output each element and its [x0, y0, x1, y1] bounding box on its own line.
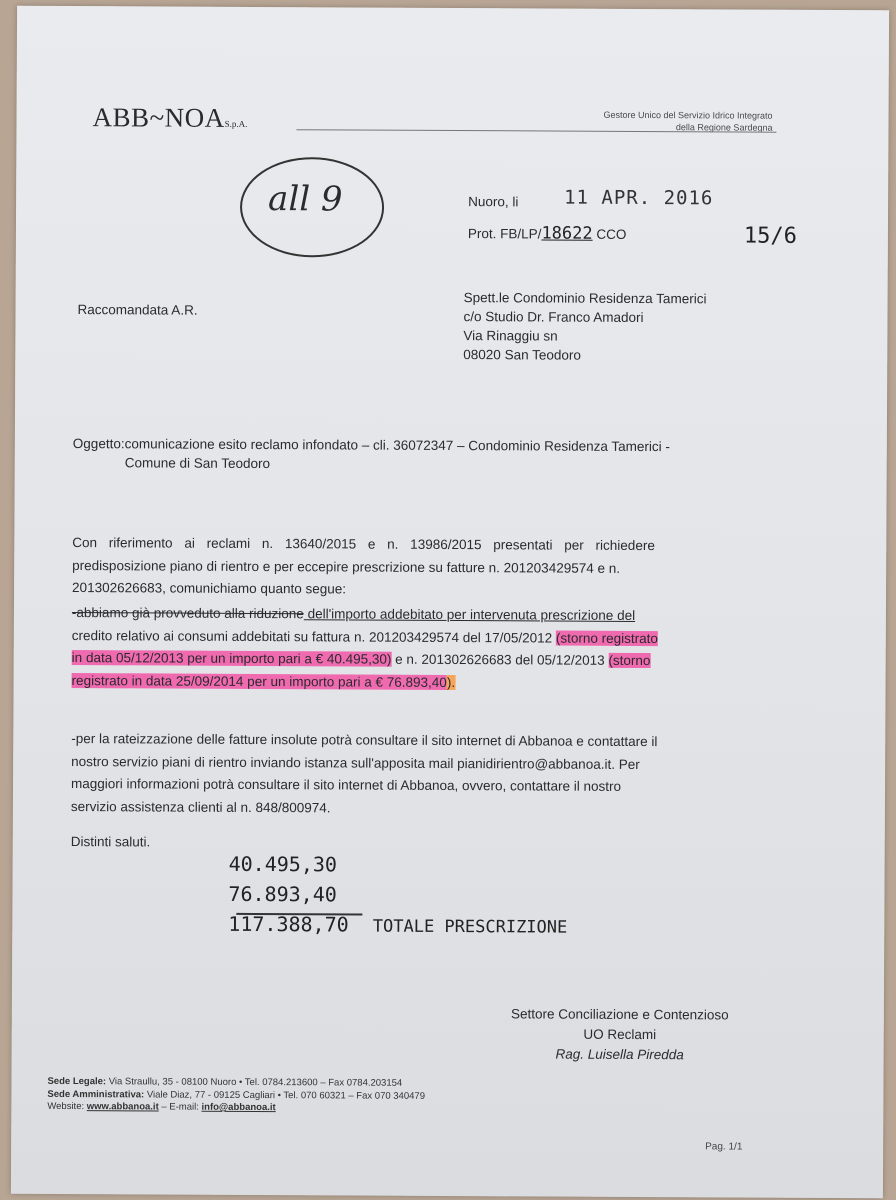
sum-value-2: 76.893,40 — [228, 881, 337, 907]
footer-web-label: Website: — [47, 1100, 85, 1113]
intro-line-3: 201302626683, comunichiamo quanto segue: — [72, 580, 347, 597]
recipient-line-1: Spett.le Condominio Residenza Tamerici — [463, 290, 707, 307]
delivery-method: Raccomandata A.R. — [77, 302, 198, 318]
footer-admin-text: Viale Diaz, 77 - 09125 Cagliari • Tel. 070 60321 – Fax 070 340479 — [146, 1088, 426, 1102]
paragraph-installments — [71, 728, 773, 822]
highlight-storno-2c: ). — [446, 674, 456, 690]
circled-note-text: all 9 — [268, 179, 343, 220]
footer-contacts — [47, 1076, 425, 1115]
subject — [73, 434, 783, 476]
prot-number: 18622 — [541, 223, 593, 244]
prescription-line-2: credito relativo ai consumi addebitati su fattura n. 201203429574 del 17/05/2012 — [71, 627, 556, 646]
date-stamp: 11 APR. 2016 — [564, 186, 714, 210]
recipient-line-2: c/o Studio Dr. Franco Amadori — [463, 309, 644, 326]
letter-page — [11, 6, 889, 1199]
signature-unit: UO Reclami — [583, 1026, 657, 1043]
footer-email-label: – E-mail: — [161, 1101, 199, 1113]
footer-legal-text: Via Straullu, 35 - 08100 Nuoro • Tel. 0784.213600 – Fax 0784.203154 — [108, 1076, 403, 1089]
recipient-line-4: 08020 San Teodoro — [463, 347, 581, 363]
installments-line-4: servizio assistenza clienti al n. 848/800974. — [70, 798, 331, 815]
protocol-line: Prot. FB/LP/18622 CCO — [467, 223, 627, 244]
email-link[interactable]: info@abbanoa.it — [201, 1101, 276, 1114]
intro-line-2: predisposizione piano di rientro e per eccepire prescrizione su fatture n. 201203429574 e n. — [72, 557, 621, 576]
handwritten-sum — [228, 849, 567, 943]
sum-value-1: 40.495,30 — [228, 851, 338, 877]
highlight-storno-1a: (storno registrato — [555, 630, 658, 646]
place-date-label: Nuoro, li — [468, 194, 519, 210]
closing-salutation: Distinti saluti. — [70, 834, 151, 850]
recipient-address — [463, 288, 706, 365]
prescription-line-3: e n. 201302626683 del 05/12/2013 — [391, 651, 609, 668]
subject-line-2: Comune di San Teodoro — [124, 455, 271, 472]
tagline-line-2: della Regione Sardegna — [675, 122, 773, 133]
signature-name: Rag. Luisella Piredda — [555, 1046, 684, 1063]
footer-legal-label: Sede Legale: — [47, 1075, 107, 1088]
logo-text: ABB~NOA — [92, 102, 225, 133]
sum-total: 117.388,70 — [228, 911, 349, 937]
page-number: Pag. 1/1 — [705, 1141, 743, 1153]
recipient-line-3: Via Rinaggiu sn — [463, 328, 558, 344]
corner-handwritten-note: 15/6 — [743, 223, 797, 249]
signature-block — [460, 1004, 780, 1066]
subject-line-1: comunicazione esito reclamo infondato – cli. 36072347 – Condominio Residenza Tamerici - — [124, 436, 670, 455]
sum-total-label: TOTALE PRESCRIZIONE — [372, 916, 568, 938]
paragraph-intro — [72, 532, 774, 603]
highlight-storno-1b: in data 05/12/2013 per un importo pari a € 40.495,30) — [71, 650, 392, 667]
signature-department: Settore Conciliazione e Contenzioso — [510, 1006, 729, 1023]
abbanoa-logo — [92, 102, 247, 134]
tagline-line-1: Gestore Unico del Servizio Idrico Integrato — [603, 109, 773, 121]
installments-line-2: nostro servizio piani di rientro inviando istanza sull'apposita mail pianidirientro@abbanoa.it. Per — [71, 753, 640, 772]
highlight-storno-2b: registrato in data 25/09/2014 per un importo pari a € 76.893,40 — [71, 672, 447, 690]
installments-line-3: maggiori informazioni potrà consultare il sito internet di Abbanoa, ovvero, contattare il nostro — [71, 776, 622, 794]
highlight-storno-2a: (storno — [608, 652, 651, 669]
logo-suffix: S.p.A. — [224, 118, 248, 129]
prot-label: Prot. FB/LP — [467, 226, 538, 242]
website-link[interactable]: www.abbanoa.it — [86, 1101, 159, 1113]
installments-line-1: -per la rateizzazione delle fatture insolute potrà consultare il sito internet di Abbanoa e contattare il — [71, 731, 658, 750]
subject-label: Oggetto: — [72, 436, 125, 452]
prescription-line-1: dell'importo addebitato per intervenuta prescrizione del — [303, 606, 636, 623]
struck-text: -abbiamo già provveduto alla riduzione — [71, 605, 304, 622]
place-date — [468, 192, 518, 211]
footer-admin-label: Sede Amministrativa: — [47, 1088, 145, 1100]
intro-line-1: Con riferimento ai reclami n. 13640/2015 e n. 13986/2015 presentati per richiedere — [72, 535, 655, 554]
paragraph-prescription — [72, 602, 774, 696]
prot-suffix: CCO — [596, 226, 627, 242]
